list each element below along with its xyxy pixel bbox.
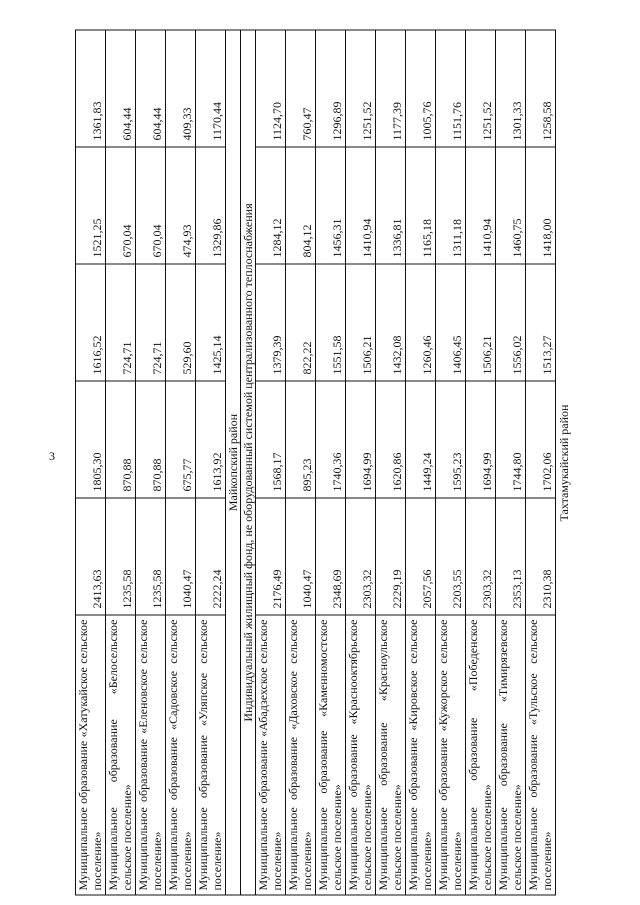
value-cell: 409,33 [166, 30, 196, 147]
section-maikop-title: Майкопский район [226, 30, 241, 895]
value-cell: 1361,83 [76, 30, 106, 147]
table-row [136, 30, 166, 895]
value-cell: 1406,45 [436, 264, 466, 381]
table-row [526, 30, 556, 895]
value-cell: 1379,39 [256, 264, 286, 381]
value-cell: 1449,24 [406, 381, 436, 498]
table-row [166, 30, 196, 895]
value-cell: 1410,94 [346, 147, 376, 264]
value-cell: 2310,38 [526, 498, 556, 615]
table-row [316, 30, 346, 895]
value-cell: 1235,58 [136, 498, 166, 615]
value-cell: 1521,25 [76, 147, 106, 264]
value-cell: 1694,99 [346, 381, 376, 498]
value-cell: 2222,24 [196, 498, 226, 615]
value-cell: 2353,13 [496, 498, 526, 615]
value-cell: 1418,00 [526, 147, 556, 264]
value-cell: 474,93 [166, 147, 196, 264]
municipality-name: Муниципальное образование «Краснооктябрьское сельское поселение» [346, 615, 376, 895]
value-cell: 1556,02 [496, 264, 526, 381]
value-cell: 1506,21 [346, 264, 376, 381]
value-cell: 1260,46 [406, 264, 436, 381]
value-cell: 1456,31 [316, 147, 346, 264]
table-row [436, 30, 466, 895]
value-cell: 760,47 [286, 30, 316, 147]
value-cell: 604,44 [136, 30, 166, 147]
table-row [406, 30, 436, 895]
value-cell: 870,88 [106, 381, 136, 498]
table-row [256, 30, 286, 895]
value-cell: 1336,81 [376, 147, 406, 264]
value-cell: 1506,21 [466, 264, 496, 381]
tariff-table [75, 30, 556, 896]
municipality-name: Муниципальное образование «Тимирязевское сельское поселение» [496, 615, 526, 895]
value-cell: 1460,75 [496, 147, 526, 264]
table-row [106, 30, 136, 895]
value-cell: 724,71 [106, 264, 136, 381]
value-cell: 1568,17 [256, 381, 286, 498]
value-cell: 604,44 [106, 30, 136, 147]
value-cell: 2203,55 [436, 498, 466, 615]
value-cell: 1235,58 [106, 498, 136, 615]
section-row [241, 30, 256, 895]
value-cell: 870,88 [136, 381, 166, 498]
value-cell: 1620,86 [376, 381, 406, 498]
municipality-name: Муниципальное образование «Хатукайское сельское поселение» [76, 615, 106, 895]
value-cell: 1694,99 [466, 381, 496, 498]
value-cell: 1425,14 [196, 264, 226, 381]
value-cell: 804,12 [286, 147, 316, 264]
value-cell: 1301,33 [496, 30, 526, 147]
table-row [376, 30, 406, 895]
value-cell: 1744,80 [496, 381, 526, 498]
municipality-name: Муниципальное образование «Уляпское сельское поселение» [196, 615, 226, 895]
table-row [496, 30, 526, 895]
municipality-name: Муниципальное образование «Победенское сельское поселение» [466, 615, 496, 895]
value-cell: 1296,89 [316, 30, 346, 147]
value-cell: 1740,36 [316, 381, 346, 498]
municipality-name: Муниципальное образование «Белосельское сельское поселение» [106, 615, 136, 895]
value-cell: 2229,19 [376, 498, 406, 615]
value-cell: 1005,76 [406, 30, 436, 147]
value-cell: 1151,76 [436, 30, 466, 147]
municipality-name: Муниципальное образование «Тульское сельское поселение» [526, 615, 556, 895]
value-cell: 1165,18 [406, 147, 436, 264]
municipality-name: Муниципальное образование «Садовское сельское поселение» [166, 615, 196, 895]
value-cell: 529,60 [166, 264, 196, 381]
value-cell: 1040,47 [286, 498, 316, 615]
value-cell: 1432,08 [376, 264, 406, 381]
municipality-name: Муниципальное образование «Кужорское сельское поселение» [436, 615, 466, 895]
value-cell: 2348,69 [316, 498, 346, 615]
value-cell: 1251,52 [346, 30, 376, 147]
value-cell: 2303,32 [346, 498, 376, 615]
value-cell: 1258,58 [526, 30, 556, 147]
value-cell: 1284,12 [256, 147, 286, 264]
value-cell: 1124,70 [256, 30, 286, 147]
value-cell: 1251,52 [466, 30, 496, 147]
value-cell: 1329,86 [196, 147, 226, 264]
section-row [226, 30, 241, 895]
value-cell: 675,77 [166, 381, 196, 498]
table-row [466, 30, 496, 895]
value-cell: 1513,27 [526, 264, 556, 381]
section-takhtamukai-title: Тахтамукайский район [557, 404, 571, 522]
value-cell: 2057,56 [406, 498, 436, 615]
value-cell: 2413,63 [76, 498, 106, 615]
value-cell: 1410,94 [466, 147, 496, 264]
value-cell: 1170,44 [196, 30, 226, 147]
page-number: 3 [49, 449, 55, 463]
value-cell: 724,71 [136, 264, 166, 381]
value-cell: 1613,92 [196, 381, 226, 498]
value-cell: 670,04 [136, 147, 166, 264]
value-cell: 1805,30 [76, 381, 106, 498]
municipality-name: Муниципальное образование «Каменномостское сельское поселение» [316, 615, 346, 895]
value-cell: 895,23 [286, 381, 316, 498]
municipality-name: Муниципальное образование «Даховское сельское поселение» [286, 615, 316, 895]
value-cell: 1616,52 [76, 264, 106, 381]
value-cell: 1702,06 [526, 381, 556, 498]
table-row [346, 30, 376, 895]
municipality-name: Муниципальное образование «Красноульское сельское поселение» [376, 615, 406, 895]
table-row [76, 30, 106, 895]
value-cell: 1177,39 [376, 30, 406, 147]
table-row [286, 30, 316, 895]
value-cell: 670,04 [106, 147, 136, 264]
section-subtitle: Индивидуальный жилищный фонд, не оборудованный системой централизованного теплоснабжения [241, 30, 256, 895]
value-cell: 1311,18 [436, 147, 466, 264]
value-cell: 2303,32 [466, 498, 496, 615]
municipality-name: Муниципальное образование «Еленовское сельское поселение» [136, 615, 166, 895]
value-cell: 1595,23 [436, 381, 466, 498]
value-cell: 2176,49 [256, 498, 286, 615]
rotated-page-content [75, 31, 571, 896]
municipality-name: Муниципальное образование «Кировское сельское поселение» [406, 615, 436, 895]
municipality-name: Муниципальное образование «Абадзехское сельское поселение» [256, 615, 286, 895]
value-cell: 1551,58 [316, 264, 346, 381]
value-cell: 822,22 [286, 264, 316, 381]
table-row [196, 30, 226, 895]
value-cell: 1040,47 [166, 498, 196, 615]
